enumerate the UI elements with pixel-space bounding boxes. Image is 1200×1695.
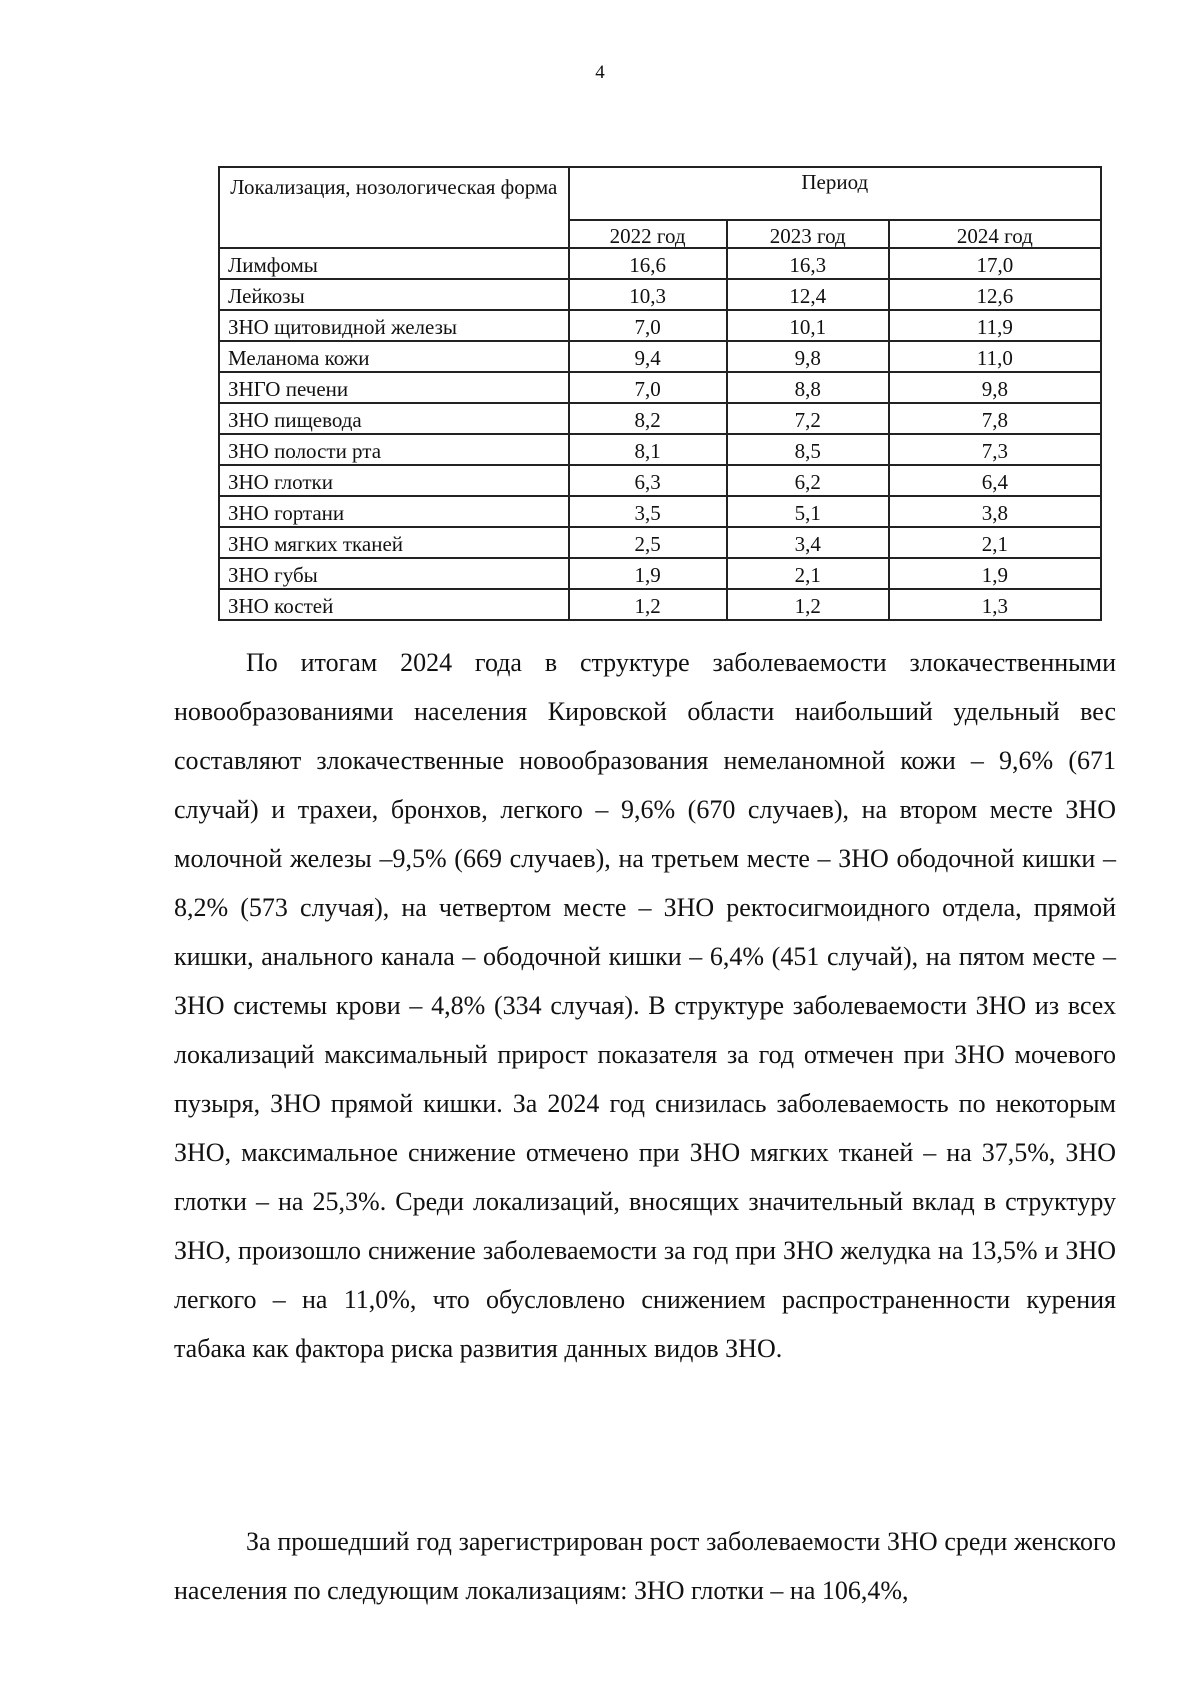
table-row (219, 310, 1101, 341)
paragraph-summary-2024: По итогам 2024 года в структуре заболеваемости злокачественными новообразованиями населения Кировской области наибольший удельный вес составляют злокачественные новообразования немеланомной кожи – 9,6% (671 случай) и трахеи, бронхов, легкого – 9,6% (670 случаев), на втором месте ЗНО молочной железы –9,5% (669 случаев), на третьем месте – ЗНО ободочной кишки – 8,2% (573 случая), на четвертом месте – ЗНО ректосигмоидного отдела, прямой кишки, анального канала – ободочной кишки – 6,4% (451 случай), на пятом месте – ЗНО системы крови – 4,8% (334 случая). В структуре заболеваемости ЗНО из всех локализаций максимальный прирост показателя за год отмечен при ЗНО мочевого пузыря, ЗНО прямой кишки. За 2024 год снизилась заболеваемость по некоторым ЗНО, максимальное снижение отмечено при ЗНО мягких тканей – на 37,5%, ЗНО глотки – на 25,3%. Среди локализаций, вносящих значительный вклад в структуру ЗНО, произошло снижение заболеваемости за год при ЗНО желудка на 13,5% и ЗНО легкого – на 11,0%, что обусловлено снижением распространенности курения табака как фактора риска развития данных видов ЗНО. (174, 648, 1116, 1363)
value-2022: 8,1 (569, 434, 727, 465)
header-year-2024: 2024 год (889, 220, 1101, 248)
value-2023: 9,8 (727, 341, 889, 372)
value-2023: 10,1 (727, 310, 889, 341)
value-2024: 12,6 (889, 279, 1101, 310)
table-row (219, 589, 1101, 620)
row-name: Лимфомы (219, 248, 569, 279)
value-2023: 7,2 (727, 403, 889, 434)
value-2024: 17,0 (889, 248, 1101, 279)
value-2023: 2,1 (727, 558, 889, 589)
body-text-block-1 (174, 638, 1116, 1373)
row-name: ЗНО мягких тканей (219, 527, 569, 558)
value-2024: 1,9 (889, 558, 1101, 589)
value-2023: 5,1 (727, 496, 889, 527)
value-2024: 9,8 (889, 372, 1101, 403)
table-row (219, 465, 1101, 496)
table-row (219, 496, 1101, 527)
table-row (219, 341, 1101, 372)
value-2024: 3,8 (889, 496, 1101, 527)
value-2022: 7,0 (569, 310, 727, 341)
value-2022: 1,9 (569, 558, 727, 589)
row-name: ЗНГО печени (219, 372, 569, 403)
value-2024: 7,8 (889, 403, 1101, 434)
incidence-table (218, 166, 1102, 621)
value-2024: 2,1 (889, 527, 1101, 558)
value-2022: 16,6 (569, 248, 727, 279)
value-2024: 11,9 (889, 310, 1101, 341)
value-2023: 8,8 (727, 372, 889, 403)
row-name: ЗНО губы (219, 558, 569, 589)
value-2024: 1,3 (889, 589, 1101, 620)
value-2024: 11,0 (889, 341, 1101, 372)
row-name: ЗНО пищевода (219, 403, 569, 434)
row-name: ЗНО полости рта (219, 434, 569, 465)
table-row (219, 558, 1101, 589)
value-2023: 3,4 (727, 527, 889, 558)
page-number: 4 (595, 62, 605, 83)
value-2023: 12,4 (727, 279, 889, 310)
row-name: ЗНО щитовидной железы (219, 310, 569, 341)
value-2023: 16,3 (727, 248, 889, 279)
value-2022: 8,2 (569, 403, 727, 434)
value-2022: 6,3 (569, 465, 727, 496)
header-year-2023: 2023 год (727, 220, 889, 248)
table-row (219, 434, 1101, 465)
value-2024: 6,4 (889, 465, 1101, 496)
header-period: Период (569, 167, 1101, 220)
row-name: ЗНО гортани (219, 496, 569, 527)
value-2022: 2,5 (569, 527, 727, 558)
value-2022: 7,0 (569, 372, 727, 403)
value-2023: 1,2 (727, 589, 889, 620)
value-2024: 7,3 (889, 434, 1101, 465)
row-name: ЗНО глотки (219, 465, 569, 496)
header-localization: Локализация, нозологическая форма (219, 167, 569, 248)
value-2022: 9,4 (569, 341, 727, 372)
table-row (219, 248, 1101, 279)
value-2023: 8,5 (727, 434, 889, 465)
row-name: Меланома кожи (219, 341, 569, 372)
paragraph-female-growth: За прошедший год зарегистрирован рост заболеваемости ЗНО среди женского населения по следующим локализациям: ЗНО глотки – на 106,4%, (174, 1527, 1116, 1605)
value-2023: 6,2 (727, 465, 889, 496)
table-row (219, 279, 1101, 310)
body-text-block-2 (174, 1517, 1116, 1615)
table-row (219, 372, 1101, 403)
value-2022: 10,3 (569, 279, 727, 310)
table-row (219, 403, 1101, 434)
row-name: Лейкозы (219, 279, 569, 310)
row-name: ЗНО костей (219, 589, 569, 620)
table-row (219, 527, 1101, 558)
header-year-2022: 2022 год (569, 220, 727, 248)
value-2022: 3,5 (569, 496, 727, 527)
value-2022: 1,2 (569, 589, 727, 620)
